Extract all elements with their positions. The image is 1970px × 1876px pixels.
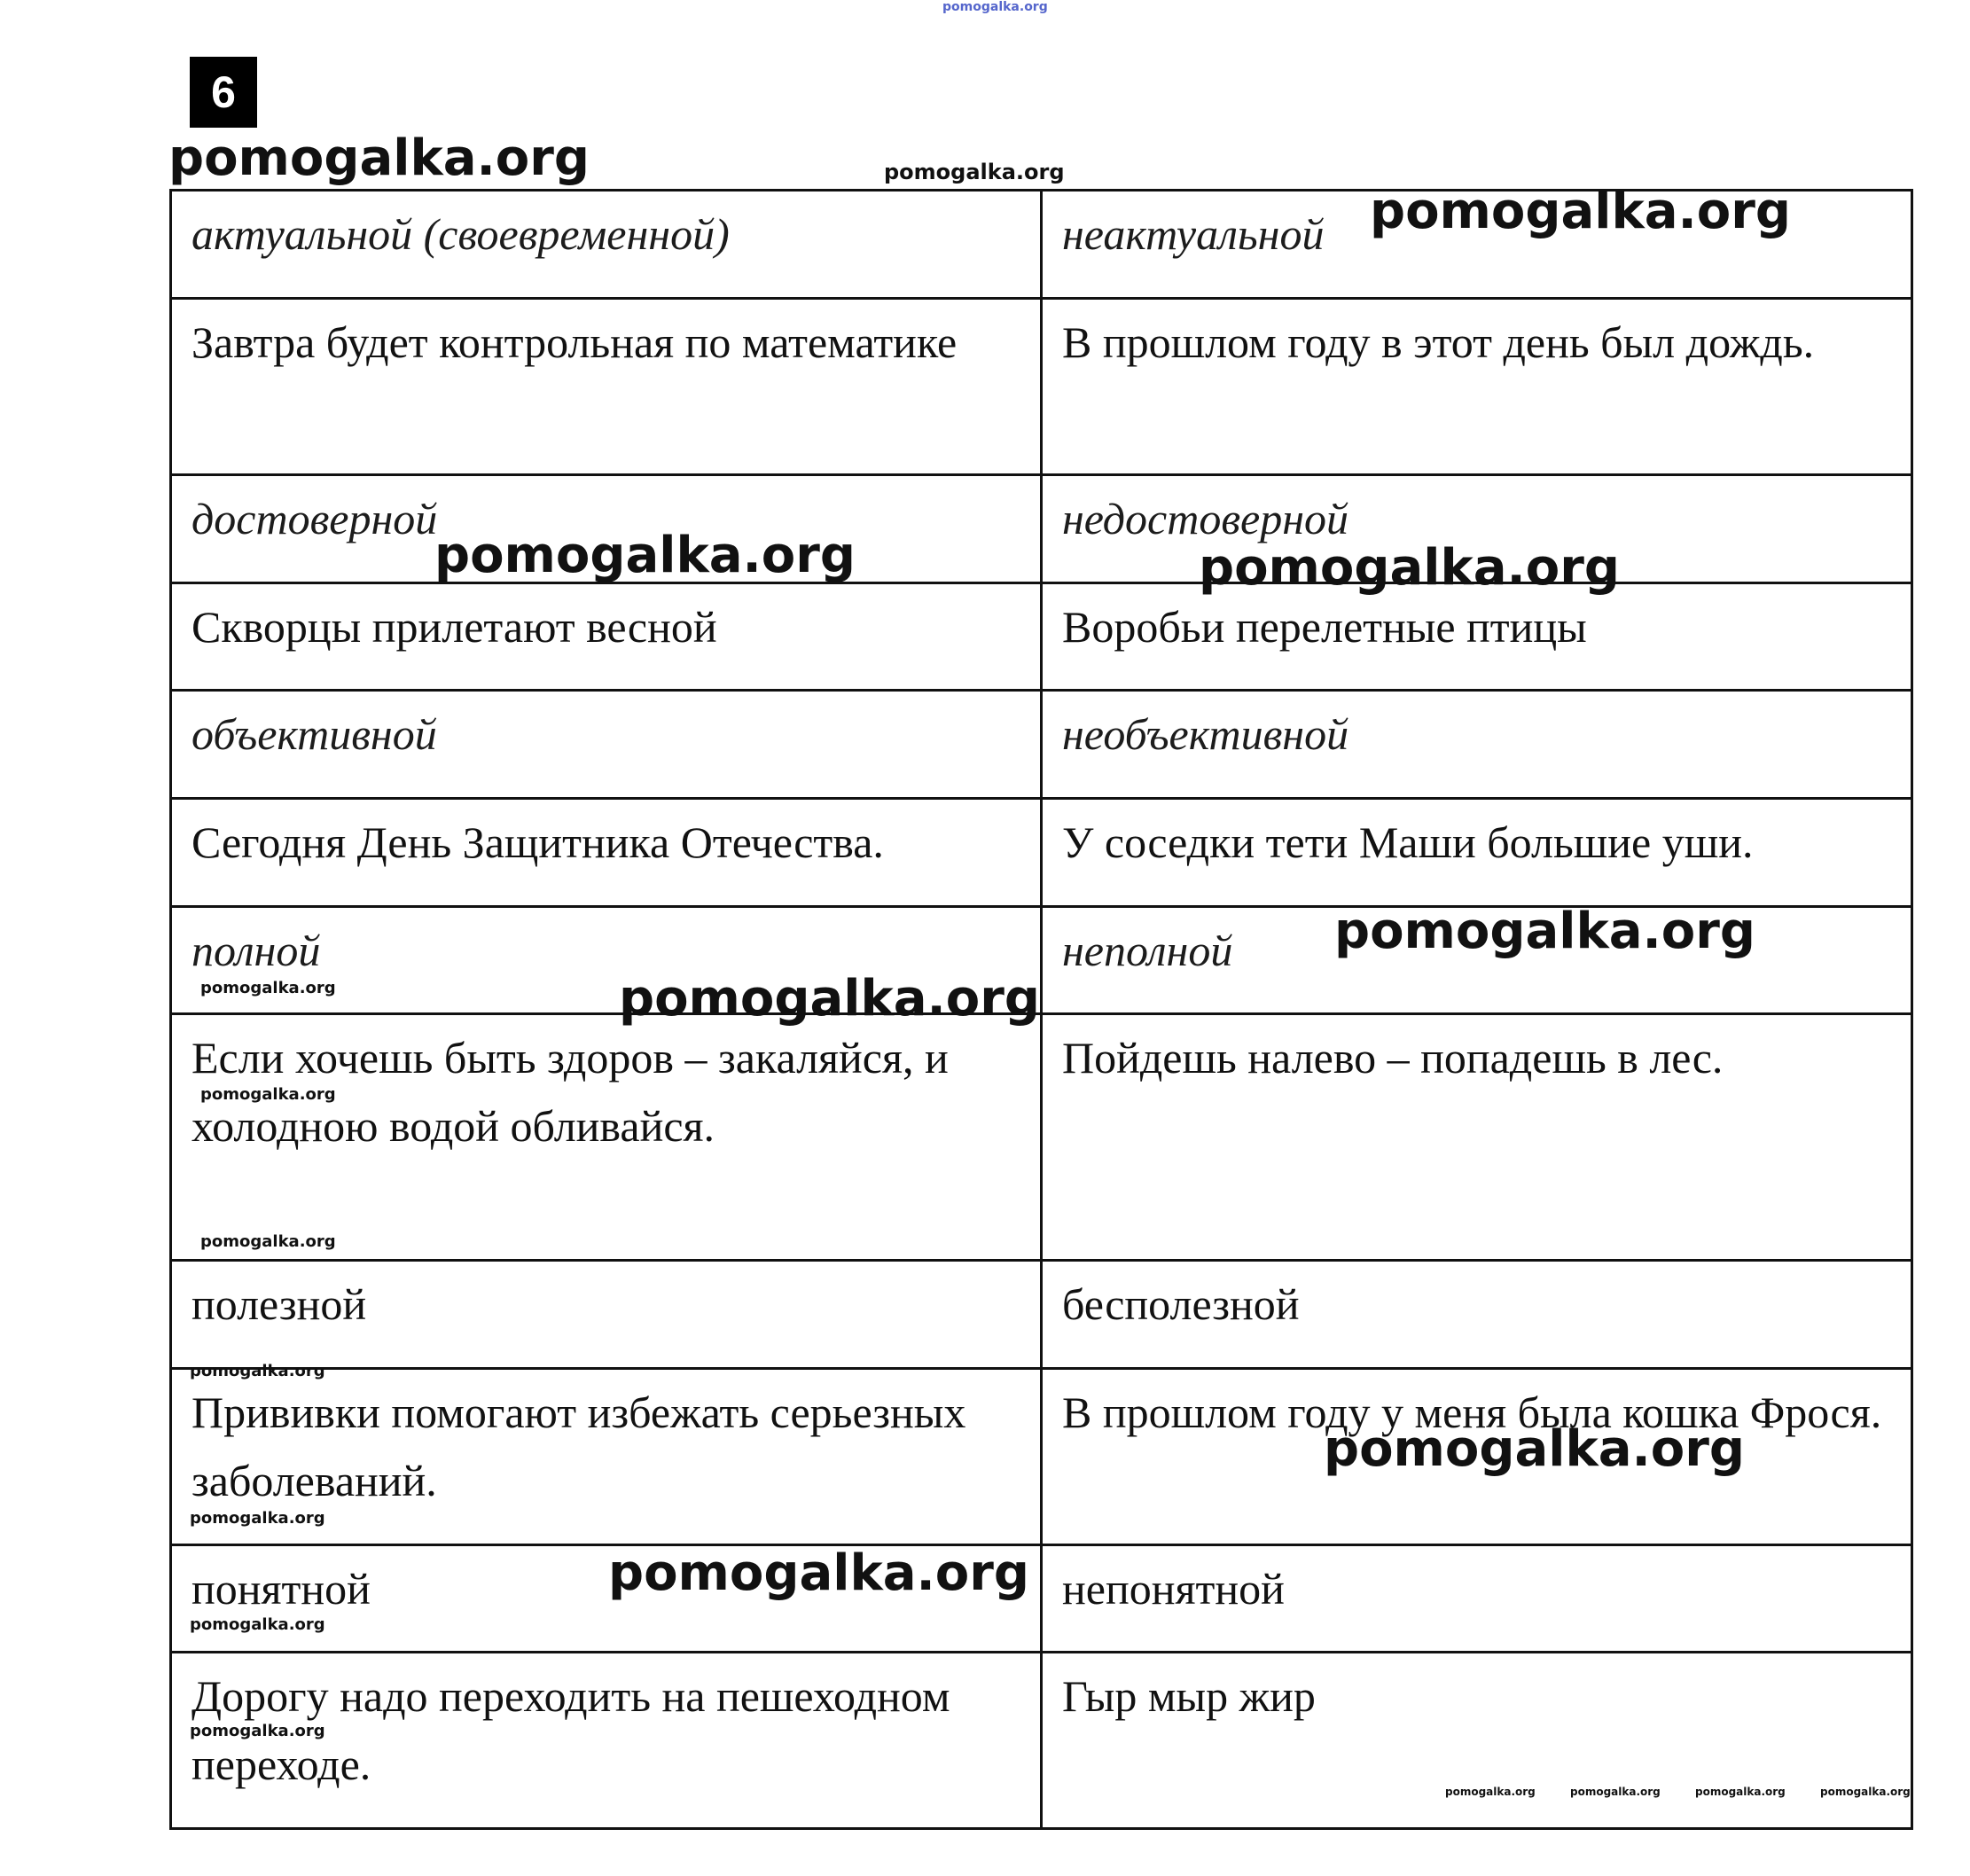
table-cell-left: полезной <box>171 1261 1042 1369</box>
watermark: pomogalka.org <box>1199 539 1620 597</box>
table-row <box>171 299 1912 475</box>
table-cell-left: достоверной <box>171 475 1042 583</box>
table-cell-right: бесполезной <box>1042 1261 1912 1369</box>
table-cell-left: Сегодня День Защитника Отечества. <box>171 799 1042 907</box>
answers-table <box>169 189 1913 1830</box>
table-cell-left: Прививки помогают избежать серьезных заболеваний. <box>171 1369 1042 1545</box>
watermark: pomogalka.org <box>942 0 1048 14</box>
table-cell-left: Завтра будет контрольная по математике <box>171 299 1042 475</box>
table-cell-right: неактуальной <box>1042 191 1912 299</box>
watermark: pomogalka.org <box>190 1615 325 1634</box>
watermark: pomogalka.org <box>1445 1786 1536 1798</box>
watermark: pomogalka.org <box>1324 1420 1745 1478</box>
watermark: pomogalka.org <box>1695 1786 1786 1798</box>
watermark: pomogalka.org <box>608 1544 1029 1602</box>
watermark: pomogalka.org <box>434 527 856 584</box>
table-row <box>171 691 1912 799</box>
table-cell-left: объективной <box>171 691 1042 799</box>
watermark: pomogalka.org <box>1334 903 1755 960</box>
table-row <box>171 1261 1912 1369</box>
table-cell-left: Если хочешь быть здоров – закаляйся, и холодною водой обливайся. <box>171 1014 1042 1261</box>
watermark: pomogalka.org <box>190 1509 325 1528</box>
table-cell-left: Скворцы прилетают весной <box>171 583 1042 691</box>
table-row <box>171 583 1912 691</box>
table-cell-right: У соседки тети Маши большие уши. <box>1042 799 1912 907</box>
watermark: pomogalka.org <box>190 1362 325 1380</box>
watermark: pomogalka.org <box>168 129 590 187</box>
table-cell-right: В прошлом году в этот день был дождь. <box>1042 299 1912 475</box>
task-number-badge: 6 <box>190 57 257 128</box>
watermark: pomogalka.org <box>884 160 1065 184</box>
table-cell-right: В прошлом году у меня была кошка Фрося. <box>1042 1369 1912 1545</box>
table-cell-right: недостоверной <box>1042 475 1912 583</box>
table-row <box>171 799 1912 907</box>
watermark: pomogalka.org <box>1570 1786 1661 1798</box>
table-row <box>171 1653 1912 1829</box>
watermark: pomogalka.org <box>200 1232 336 1251</box>
table-cell-right: Воробьи перелетные птицы <box>1042 583 1912 691</box>
table-cell-right: Гыр мыр жир <box>1042 1653 1912 1829</box>
table-cell-left: Дорогу надо переходить на пешеходном переходе. <box>171 1653 1042 1829</box>
watermark: pomogalka.org <box>200 979 336 997</box>
table-cell-left: актуальной (своевременной) <box>171 191 1042 299</box>
table-cell-right: неполной <box>1042 907 1912 1014</box>
table-row <box>171 1014 1912 1261</box>
table-cell-left: понятной <box>171 1545 1042 1653</box>
table-row <box>171 1545 1912 1653</box>
watermark: pomogalka.org <box>190 1722 325 1740</box>
table-cell-right: Пойдешь налево – попадешь в лес. <box>1042 1014 1912 1261</box>
table-row <box>171 475 1912 583</box>
table-cell-right: непонятной <box>1042 1545 1912 1653</box>
watermark: pomogalka.org <box>200 1085 336 1104</box>
table-cell-left: полной <box>171 907 1042 1014</box>
watermark: pomogalka.org <box>619 970 1040 1028</box>
table-cell-right: необъективной <box>1042 691 1912 799</box>
watermark: pomogalka.org <box>1820 1786 1911 1798</box>
watermark: pomogalka.org <box>1370 183 1791 240</box>
